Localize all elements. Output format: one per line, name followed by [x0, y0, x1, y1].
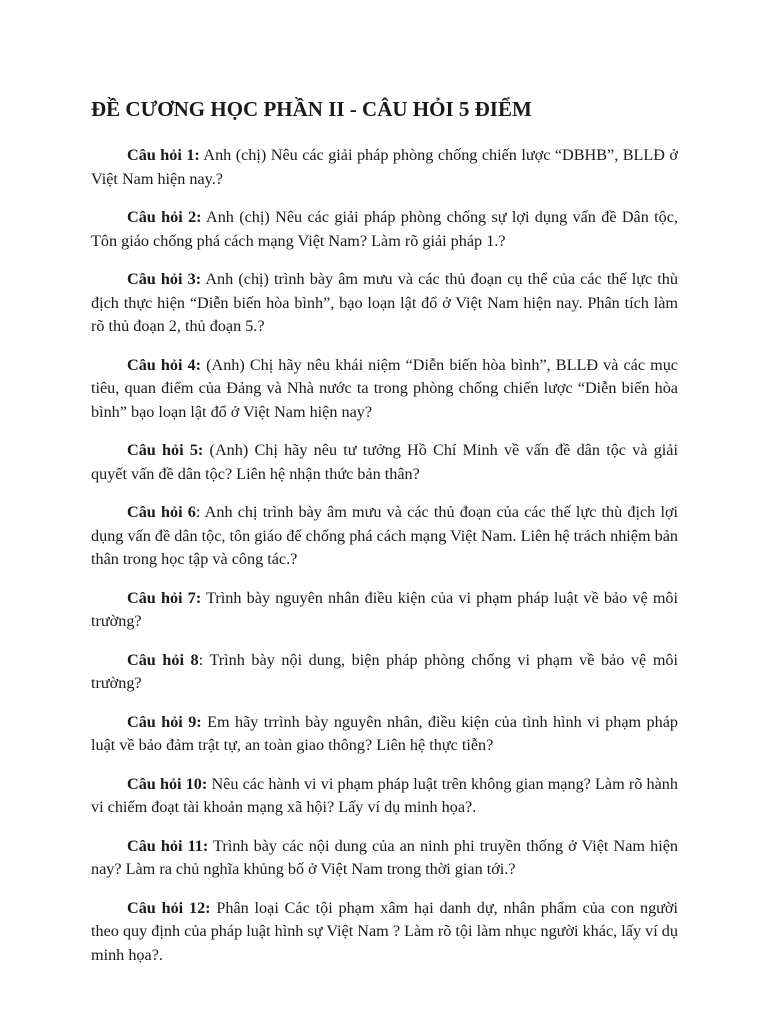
question-item: [91, 587, 678, 634]
question-text: (Anh) Chị hãy nêu tư tưởng Hồ Chí Minh về vấn đề dân tộc và giải quyết vấn đề dân tộc? Liên hệ nhận thức bản thân?: [91, 441, 678, 483]
question-text: Em hãy trrình bày nguyên nhân, điều kiện của tình hình vi phạm pháp luật về bảo đảm trật tự, an toàn giao thông? Liên hệ thực tiễn?: [91, 712, 678, 754]
question-item: [91, 835, 678, 882]
document-title: ĐỀ CƯƠNG HỌC PHẦN II - CÂU HỎI 5 ĐIỂM: [91, 97, 532, 121]
question-item: [91, 773, 678, 820]
question-label: Câu hỏi 12:: [127, 898, 211, 917]
question-text: Anh (chị) trình bày âm mưu và các thủ đoạn cụ thể của các thế lực thù địch thực hiện “Diễn biến hòa bình”, bạo loạn lật đổ ở Việt Nam hiện nay. Phân tích làm rõ thủ đoạn 2, thủ đoạn 5.?: [91, 270, 678, 335]
question-item: [91, 144, 678, 191]
question-label: Câu hỏi 3:: [127, 270, 202, 288]
question-item: [91, 268, 678, 339]
question-item: [91, 649, 678, 696]
document-page: [91, 96, 678, 982]
question-item: [91, 354, 678, 425]
question-text: : Trình bày nội dung, biện pháp phòng chống vi phạm về bảo vệ môi trường?: [91, 650, 678, 692]
question-item: [91, 501, 678, 572]
question-item: [91, 206, 678, 253]
question-label: Câu hỏi 9:: [127, 712, 202, 731]
question-label: Câu hỏi 10:: [127, 774, 208, 793]
question-item: [91, 897, 678, 968]
question-text: Anh (chị) Nêu các giải pháp phòng chống chiến lược “DBHB”, BLLĐ ở Việt Nam hiện nay.?: [91, 146, 678, 188]
question-label: Câu hỏi 6: [127, 503, 196, 521]
question-label: Câu hỏi 7:: [127, 588, 202, 607]
question-text: : Anh chị trình bày âm mưu và các thủ đoạn của các thế lực thù địch lợi dụng vấn đề dân tộc, tôn giáo để chống phá cách mạng Việt Nam. Liên hệ trách nhiệm bản thân trong học tập và công tác.?: [91, 503, 678, 568]
question-label: Câu hỏi 1:: [127, 146, 200, 164]
question-text: (Anh) Chị hãy nêu khái niệm “Diễn biến hòa bình”, BLLĐ và các mục tiêu, quan điểm của Đảng và Nhà nước ta trong phòng chống chiến lược “Diễn biến hòa bình” bạo loạn lật đổ ở Việt Nam hiện nay?: [91, 355, 678, 421]
question-label: Câu hỏi 5:: [127, 441, 204, 459]
question-item: [91, 439, 678, 486]
question-text: Nêu các hành vi vi phạm pháp luật trên không gian mạng? Làm rõ hành vi chiếm đoạt tài khoản mạng xã hội? Lấy ví dụ minh họa?.: [91, 774, 678, 816]
question-text: Phân loại Các tội phạm xâm hại danh dự, nhân phẩm của con người theo quy định của pháp luật hình sự Việt Nam ? Làm rõ tội làm nhục người khác, lấy ví dụ minh họa?.: [91, 898, 678, 964]
question-label: Câu hỏi 8: [127, 650, 199, 669]
question-label: Câu hỏi 2:: [127, 208, 202, 226]
question-label: Câu hỏi 11:: [127, 836, 209, 855]
question-label: Câu hỏi 4:: [127, 355, 202, 374]
question-text: Anh (chị) Nêu các giải pháp phòng chống sự lợi dụng vấn đề Dân tộc, Tôn giáo chống phá cách mạng Việt Nam? Làm rõ giải pháp 1.?: [91, 208, 678, 250]
question-text: Trình bày các nội dung của an ninh phi truyền thống ở Việt Nam hiện nay? Làm ra chủ nghĩa khủng bố ở Việt Nam trong thời gian tới.?: [91, 836, 678, 878]
question-text: Trình bày nguyên nhân điều kiện của vi phạm pháp luật về bảo vệ môi trường?: [91, 588, 678, 630]
question-item: [91, 711, 678, 758]
